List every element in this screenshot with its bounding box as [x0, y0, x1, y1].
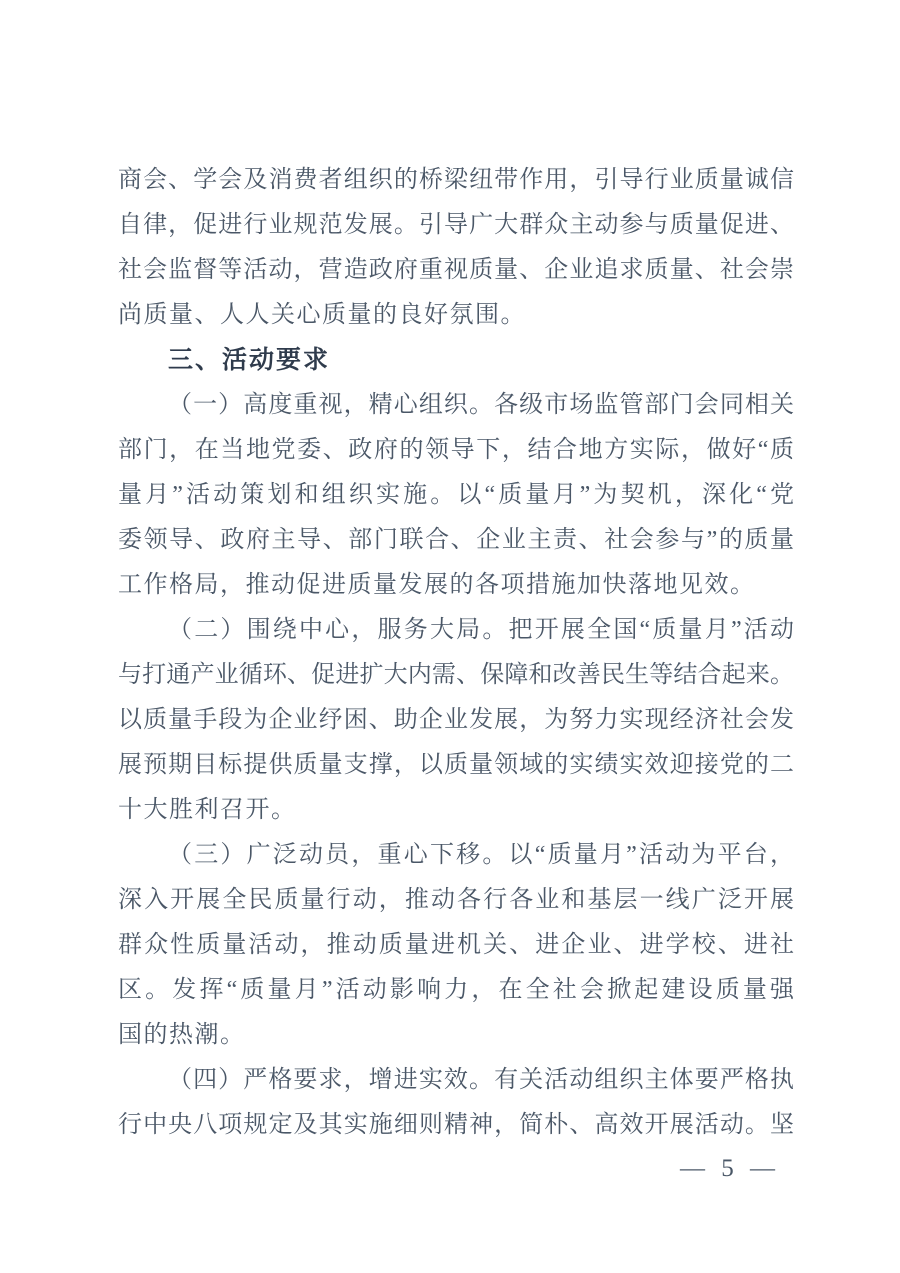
document-line: 以质量手段为企业纾困、助企业发展，为努力实现经济社会发 — [118, 707, 794, 733]
document-line: （三）广泛动员，重心下移。以“质量月”活动为平台， — [168, 842, 794, 868]
document-line: 部门，在当地党委、政府的领导下，结合地方实际，做好“质 — [118, 437, 794, 463]
document-line: 量月”活动策划和组织实施。以“质量月”为契机，深化“党 — [118, 482, 794, 508]
document-line: 委领导、政府主导、部门联合、企业主责、社会参与”的质量 — [118, 527, 794, 553]
document-line: 展预期目标提供质量支撑，以质量领域的实绩实效迎接党的二 — [118, 752, 794, 778]
document-line: 行中央八项规定及其实施细则精神，简朴、高效开展活动。坚 — [118, 1112, 794, 1138]
document-line: 商会、学会及消费者组织的桥梁纽带作用，引导行业质量诚信 — [118, 167, 794, 193]
document-line: 与打通产业循环、促进扩大内需、保障和改善民生等结合起来。 — [118, 662, 794, 688]
document-line: 工作格局，推动促进质量发展的各项措施加快落地见效。 — [118, 572, 756, 598]
document-line: 尚质量、人人关心质量的良好氛围。 — [118, 302, 526, 328]
page-number: — 5 — — [680, 1155, 780, 1182]
document-line: （二）围绕中心，服务大局。把开展全国“质量月”活动 — [168, 617, 794, 643]
section-heading: 三、活动要求 — [168, 346, 331, 374]
document-line: 区。发挥“质量月”活动影响力，在全社会掀起建设质量强 — [118, 977, 794, 1003]
document-line: 国的热潮。 — [118, 1022, 246, 1048]
document-line: 深入开展全民质量行动，推动各行各业和基层一线广泛开展 — [118, 887, 794, 913]
document-line: 群众性质量活动，推动质量进机关、进企业、进学校、进社 — [118, 932, 794, 958]
document-line: 自律，促进行业规范发展。引导广大群众主动参与质量促进、 — [118, 212, 794, 238]
document-body — [118, 158, 794, 1148]
document-line: （一）高度重视，精心组织。各级市场监管部门会同相关 — [168, 392, 794, 418]
document-line: （四）严格要求，增进实效。有关活动组织主体要严格执 — [168, 1067, 794, 1093]
document-line: 十大胜利召开。 — [118, 797, 297, 823]
document-line: 社会监督等活动，营造政府重视质量、企业追求质量、社会崇 — [118, 257, 794, 283]
